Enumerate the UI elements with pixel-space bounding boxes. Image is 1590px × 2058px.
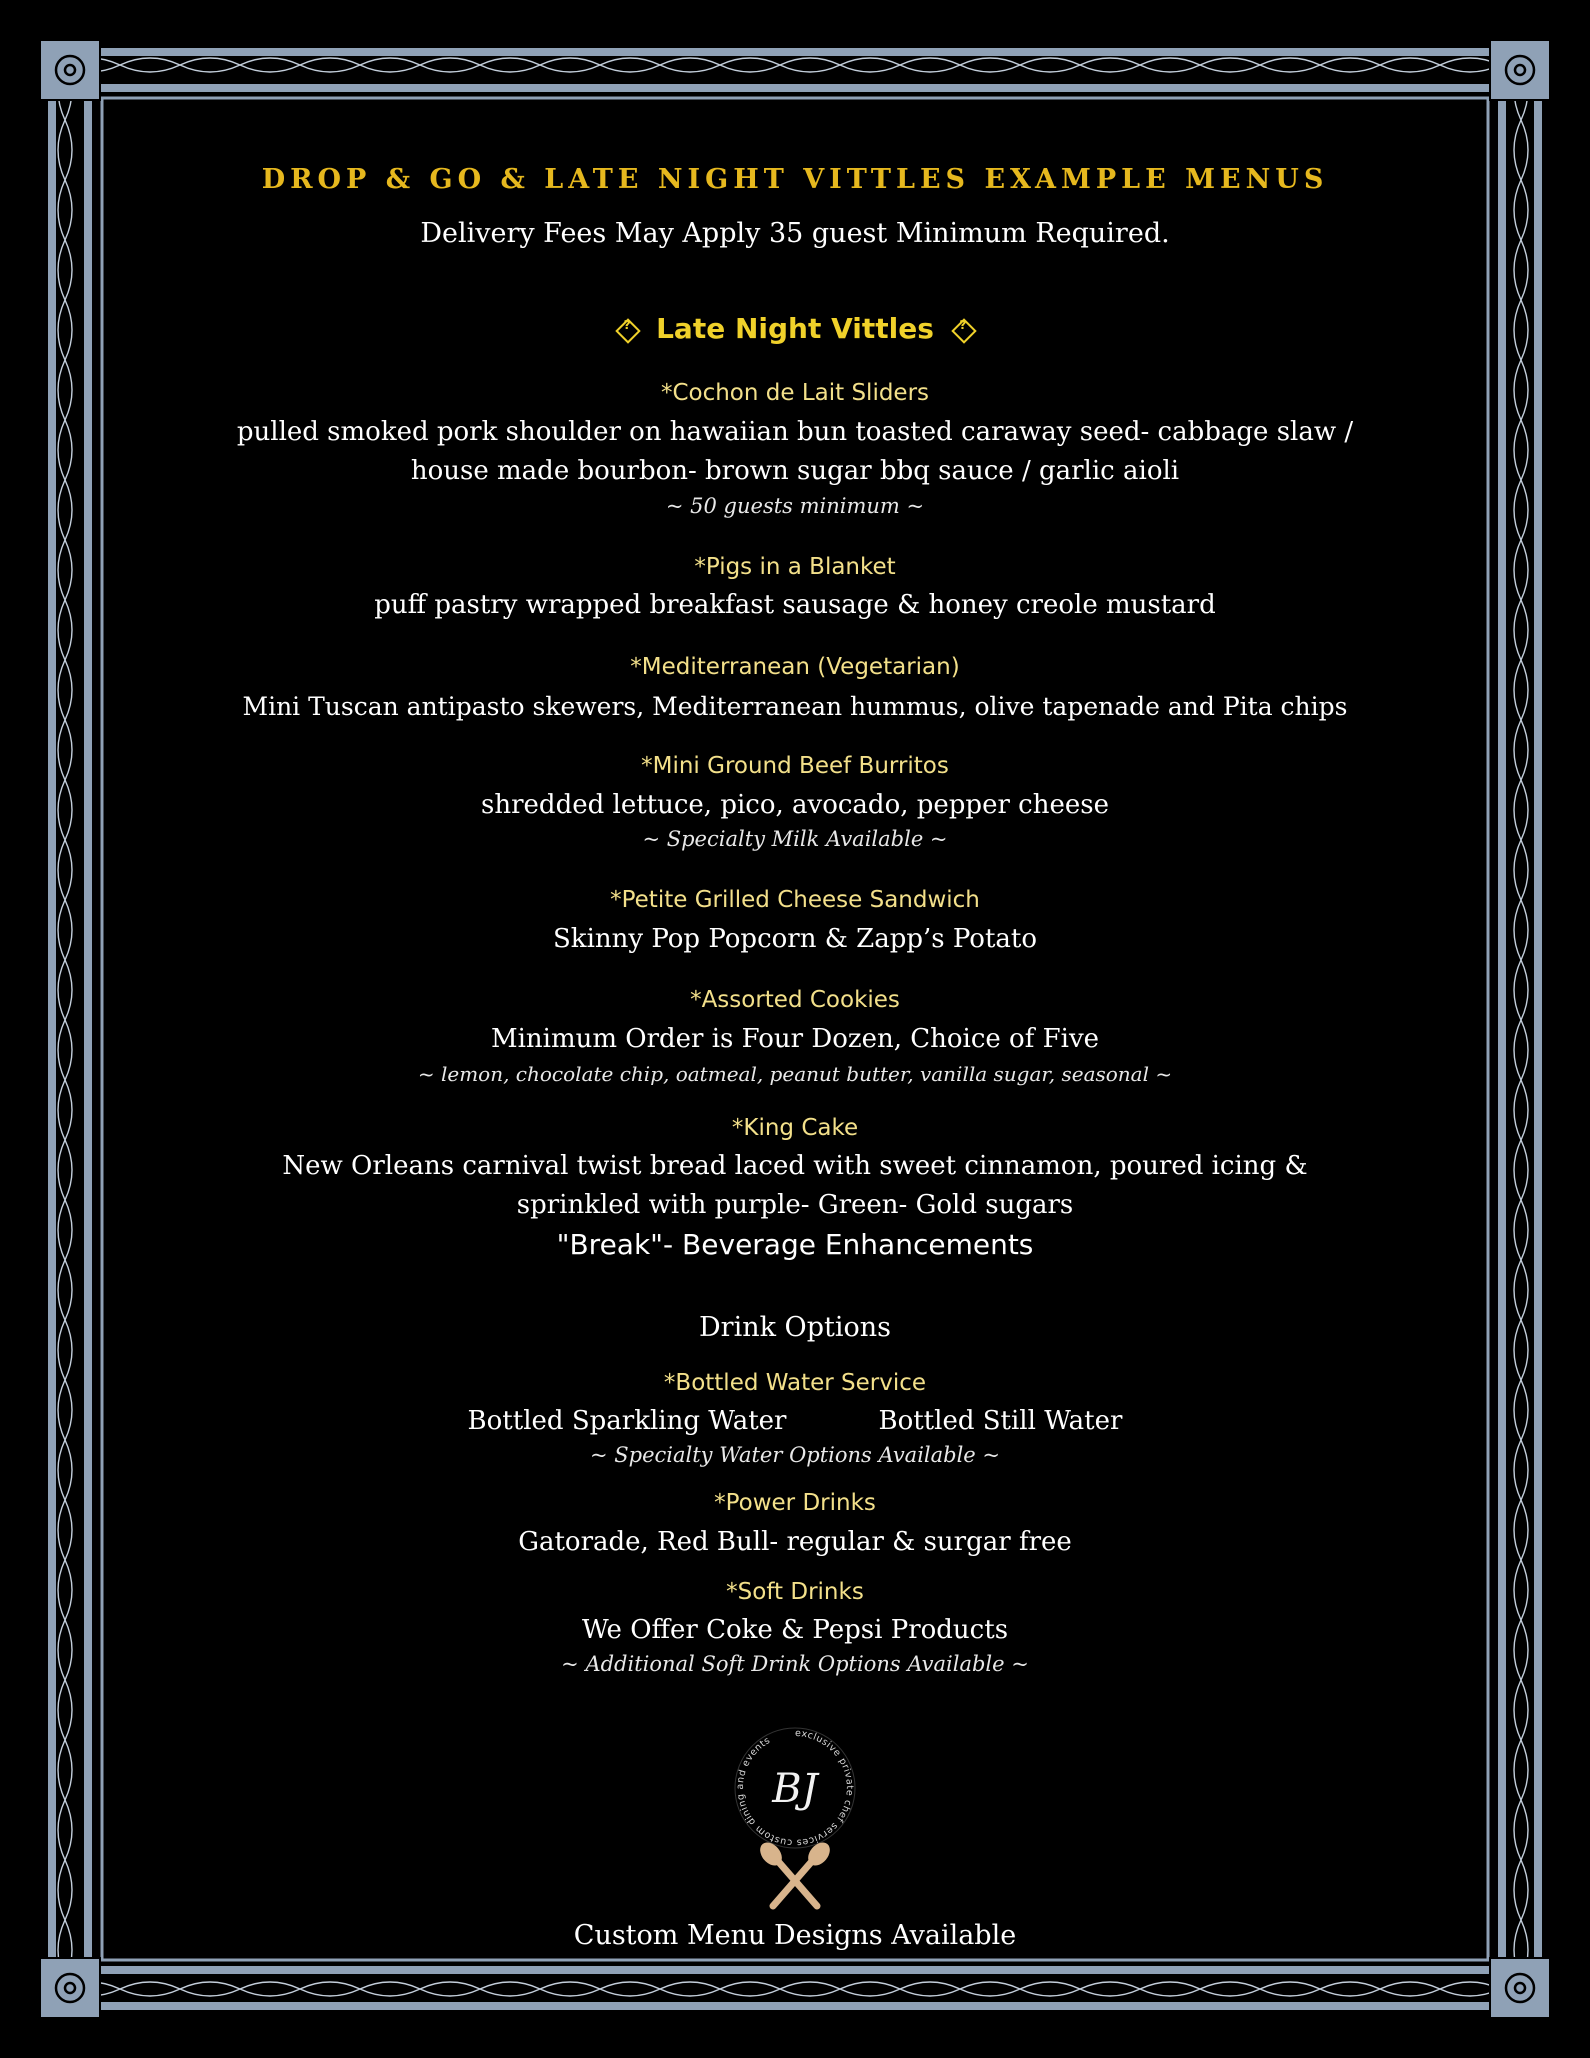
menu-item-name: *King Cake bbox=[731, 1115, 859, 1141]
menu-item-description: shredded lettuce, pico, avocado, pepper cheese bbox=[481, 790, 1109, 820]
page-subtitle: Delivery Fees May Apply 35 guest Minimum Required. bbox=[420, 218, 1170, 249]
menu-item-note: ~ 50 guests minimum ~ bbox=[665, 494, 925, 518]
section-title: Late Night Vittles bbox=[656, 312, 934, 345]
diamond-icon bbox=[952, 319, 974, 341]
page-title: DROP & GO & LATE NIGHT VITTLES EXAMPLE MENUS bbox=[261, 164, 1329, 195]
drink-item-note: ~ Specialty Water Options Available ~ bbox=[589, 1443, 1001, 1467]
logo-ring-text: exclusive private chef services custom dining and events bbox=[734, 1727, 855, 1849]
menu-item-name: *Mediterranean (Vegetarian) bbox=[630, 654, 960, 680]
menu-item-description: New Orleans carnival twist bread laced with sweet cinnamon, poured icing & sprinkled with purple- Green- Gold sugars bbox=[282, 1151, 1308, 1220]
section-heading bbox=[110, 312, 1480, 345]
menu-item-name: *Mini Ground Beef Burritos bbox=[641, 753, 949, 779]
menu-item-name: *Assorted Cookies bbox=[690, 987, 900, 1013]
menu-item-description: puff pastry wrapped breakfast sausage & honey creole mustard bbox=[374, 590, 1216, 620]
drink-options-heading: Drink Options bbox=[699, 1312, 891, 1343]
drink-item-name: *Bottled Water Service bbox=[663, 1370, 927, 1396]
drink-item-name: *Power Drinks bbox=[714, 1490, 876, 1516]
drink-item-description: We Offer Coke & Pepsi Products bbox=[581, 1615, 1009, 1645]
brand-logo bbox=[725, 1718, 865, 1918]
drink-option-left: Bottled Sparkling Water bbox=[467, 1406, 787, 1436]
menu-item-note: ~ Specialty Milk Available ~ bbox=[642, 827, 948, 851]
logo-monogram: BJ bbox=[772, 1766, 818, 1812]
drink-item-name: *Soft Drinks bbox=[726, 1579, 864, 1605]
footer-text: Custom Menu Designs Available bbox=[573, 1920, 1017, 1951]
beverage-heading: "Break"- Beverage Enhancements bbox=[556, 1228, 1034, 1261]
drink-item-description: Gatorade, Red Bull- regular & surgar free bbox=[518, 1527, 1072, 1557]
menu-item-description: Skinny Pop Popcorn & Zapp’s Potato bbox=[553, 924, 1037, 954]
diamond-icon bbox=[616, 319, 638, 341]
menu-item-description: Minimum Order is Four Dozen, Choice of Five bbox=[490, 1024, 1100, 1054]
menu-item-description: pulled smoked pork shoulder on hawaiian bun toasted caraway seed- cabbage slaw / house made bourbon- brown sugar bbq sauce / garlic aioli bbox=[236, 417, 1354, 486]
menu-item-name: *Pigs in a Blanket bbox=[694, 554, 896, 580]
menu-item-note: ~ lemon, chocolate chip, oatmeal, peanut butter, vanilla sugar, seasonal ~ bbox=[417, 1062, 1173, 1086]
drink-item-note: ~ Additional Soft Drink Options Available ~ bbox=[561, 1652, 1029, 1676]
drink-item-description bbox=[110, 1402, 1480, 1441]
menu-item-name: *Petite Grilled Cheese Sandwich bbox=[610, 887, 980, 913]
menu-item-name: *Cochon de Lait Sliders bbox=[660, 380, 930, 406]
menu-item-description: Mini Tuscan antipasto skewers, Mediterranean hummus, olive tapenade and Pita chips bbox=[242, 692, 1348, 721]
drink-option-right: Bottled Still Water bbox=[878, 1406, 1123, 1436]
